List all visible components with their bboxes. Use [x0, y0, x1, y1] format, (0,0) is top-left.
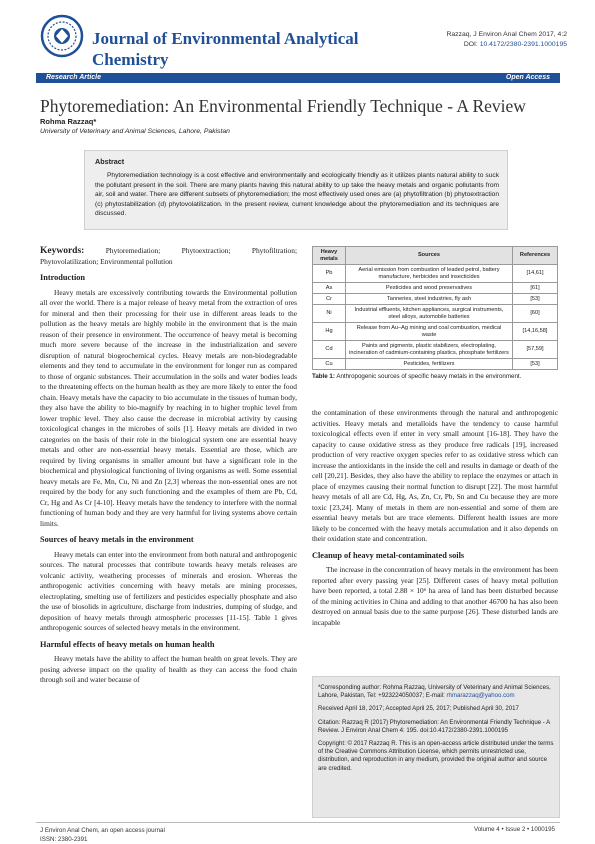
- paper-title: Phytoremediation: An Environmental Friendly Technique - A Review: [40, 96, 526, 116]
- table-header-cell: Heavy metals: [313, 247, 346, 265]
- table-cell: [14,16,58]: [513, 323, 558, 341]
- table-cell: Cd: [313, 341, 346, 359]
- doi-label: DOI:: [463, 41, 478, 48]
- doi-line: [446, 40, 567, 50]
- journal-title-line1: Journal of Environmental Analytical: [92, 29, 359, 48]
- table-cell: [61]: [513, 283, 558, 294]
- table-cell: Ni: [313, 305, 346, 323]
- table-cell: [53]: [513, 294, 558, 305]
- banner-open-access: Open Access: [505, 74, 550, 81]
- intro-heading: Introduction: [40, 273, 86, 282]
- journal-title: [92, 28, 392, 70]
- abstract-box: [84, 150, 508, 230]
- left-column: [40, 246, 297, 686]
- harmful-heading: Harmful effects of heavy metals on human health: [40, 639, 215, 649]
- cleanup-paragraph: The increase in the concentration of heavy metals in the environment has been reported after every passing year [25]. Different cases of heavy metal pollution have been reported, a total 2.88 × 10⁶ ha area of land has been disturbed because of the mining activities in China and adding to that another 46700 ha has also been destroyed on annual basis due to the same purpose [26]. These disturbed lands are incapable: [312, 565, 558, 627]
- table-header-cell: Sources: [346, 247, 513, 265]
- footer-journal-info: [40, 826, 165, 844]
- citation-line: Razzaq, J Environ Anal Chem 2017, 4:2: [446, 31, 567, 38]
- table-cell: Cu: [313, 359, 346, 370]
- table-caption: [312, 373, 558, 380]
- corresponding-author: [318, 684, 554, 700]
- keywords: [40, 246, 297, 267]
- table-header-cell: References: [513, 247, 558, 265]
- copyright-notice: Copyright: © 2017 Razzaq R. This is an open-access article distributed under the terms of the Creative Commons Attribution License, which permits unrestricted use, distribution, and reproduction in any medium, provided the original author and source are credited.: [318, 740, 554, 772]
- table-cell: Tanneries, steel industries, fly ash: [346, 294, 513, 305]
- sources-paragraph: Heavy metals can enter into the environment from both natural and anthropogenic sources. The natural processes that contribute towards heavy metals releases are volcanic activity, weathering processes of minerals and erosion. Whereas the anthropogenic activities concerning with heavy metals are mining processes, electroplating, smelting use of fertilizers and pesticides especially phosphate and also the use of biosolids in agriculture, discharge from industries, dumping of sludge, and deposition of heavy metals through atmospheric processes [11-15]. Table 1 gives anthropogenic sources of selected heavy metals in the environment.: [40, 549, 297, 632]
- table-cell: Release from Au–Ag mining and coal combustion, medical waste: [346, 323, 513, 341]
- table-row: [313, 283, 558, 294]
- cleanup-heading: Cleanup of heavy metal-contaminated soils: [312, 550, 465, 560]
- table-row: [313, 341, 558, 359]
- journal-logo-icon: [40, 14, 84, 58]
- intro-paragraph: Heavy metals are excessively contributing towards the Environmental pollution all over the world. There is a major release of heavy metal from the extraction of ores for mineral and then their processing for their use in different areas leads to the pollution as the heavy metals are highly mobile in the environment that is the main reason of their presence in environment. The occurrence of heavy metal is becoming much more severe because of the increase in the industrialization and severe disruption of natural biogeochemical cycles. Heavy metals are non-biodegradable elements and they tend to accumulate in the environment for longer run as compared to those of organic substances. Their accumulation in the soils and water bodies leads to the threatening effects on the human health as they are more likely to enter the food chain. Heavy metals have the capacity to bio accumulate in the tissues of human body, they also have the ability to bio-magnify by reaching in to higher trophic level from lower trophic level. They also cause the decrease in microbial activity by causing toxicological changes in the microbes of soils [1]. Heavy metals are divided in two categories on the basis of their role in the biological system one are essential heavy metals and other are non-essential heavy metals. Essential are those, which are required by living organisms in smaller amount but have a significant role in the biochemical and physiological functioning of living organisms as well. Some essential heavy metals are Fe, Mn, Cu, Ni and Zn [2,3] whereas the non-essential ones are not required by the body for any such functioning and the examples of them are Pb, Cd, Cr, Hg and As Cr [4-10]. Heavy metals have the tendency to interfere with the normal functioning of human body and they are very harmful for living systems above certain limits.: [40, 287, 297, 528]
- table-cell: Hg: [313, 323, 346, 341]
- article-type-banner: [36, 73, 560, 83]
- table-row: [313, 305, 558, 323]
- header-citation: [446, 30, 567, 50]
- table-cell: Cr: [313, 294, 346, 305]
- table-cell: [60]: [513, 305, 558, 323]
- table-cell: [57,59]: [513, 341, 558, 359]
- table-header-row: [313, 247, 558, 265]
- table-row: [313, 359, 558, 370]
- table-cell: [14,61]: [513, 265, 558, 283]
- author-email-link[interactable]: rhmarazzaq@yahoo.com: [446, 692, 515, 700]
- table-cell: Pesticides, fertilizers: [346, 359, 513, 370]
- table-cell: Pesticides and wood preservatives: [346, 283, 513, 294]
- footer-divider: [36, 822, 560, 823]
- heavy-metals-table: [312, 246, 558, 370]
- table-cell: Paints and pigments, plastic stabilizers, electroplating, incineration of cadmium-containing plastics, phosphate fertilizers: [346, 341, 513, 359]
- table-cell: Aerial emission from combustion of leaded petrol, battery manufacture, herbicides and insecticides: [346, 265, 513, 283]
- article-dates: Received April 18, 2017; Accepted April 25, 2017; Published April 30, 2017: [318, 705, 519, 713]
- author-name: Rohma Razzaq*: [40, 117, 97, 126]
- table-caption-label: Table 1:: [312, 373, 335, 380]
- footer-volume-info: Volume 4 • Issue 2 • 1000195: [473, 826, 555, 833]
- table-row: [313, 294, 558, 305]
- author-affiliation: University of Veterinary and Animal Sciences, Lahore, Pakistan: [40, 128, 230, 135]
- harmful-paragraph: Heavy metals have the ability to affect the human health on great levels. They are posing adverse impact on the quality of health as they can access the food chain through soil and water because of: [40, 654, 297, 684]
- table-1: [312, 246, 558, 380]
- table-cell: Industrial effluents, kitchen appliances, surgical instruments, steel alloys, automobile batteries: [346, 305, 513, 323]
- table-cell: [53]: [513, 359, 558, 370]
- table-row: [313, 265, 558, 283]
- correspondence-box: [312, 676, 560, 818]
- footer-issn-line: ISSN: 2380-2391: [40, 836, 88, 843]
- table-row: [313, 323, 558, 341]
- abstract-heading: Abstract: [95, 157, 125, 166]
- banner-article-type: Research Article: [46, 74, 101, 81]
- right-column: [312, 408, 558, 628]
- footer-journal-line: J Environ Anal Chem, an open access journal: [40, 827, 165, 834]
- keywords-terms: Phytoremediation; Phytoextraction; Phytofiltration; Phytovolatilization; Environmental pollution: [40, 246, 297, 266]
- health-continued-paragraph: the contamination of these environments through the natural and anthropogenic activities. Heavy metals and metalloids have the tendency to cause harmful toxicological effects even if enter in very small amount [16-18]. They have the capacity to cause oxidative stress as they produce free radicals [19], increased production of very reactive oxygen species refer to as oxidative stress which can increase the antioxidants in the inside the cell and results in damage or death of the cell [20,21]. Besides, they also have the ability to replace the enzymes or attach in place of enzymes causing their normal function to disrupt [22]. The most harmful heavy metals of all are Cd, Hg, As, Zn, Cr, Pb, Sn and Cu because they are more toxic [23,24]. Many of metals in them are non-essential and some of them are essential heavy metals but are trace elements. Different health issues are more likely to be concerned with the heavy metals accumulation and it also depends on their oxidation state and concentration.: [312, 408, 558, 543]
- corresponding-author-text: *Corresponding author: Rohma Razzaq, University of Veterinary and Animal Sciences, Lahore, Pakistan, Tel: +923224050037; E-mail:: [318, 684, 551, 700]
- doi-link[interactable]: 10.4172/2380-2391.1000195: [479, 41, 567, 48]
- article-citation: Citation: Razzaq R (2017) Phytoremediation: An Environmental Friendly Technique - A Review. J Environ Anal Chem 4: 195. doi:10.4172/2380-2391.1000195: [318, 718, 550, 734]
- journal-title-line2: Chemistry: [92, 50, 169, 69]
- abstract-text: Phytoremediation technology is a cost effective and environmentally and ecologically friendly as it utilizes plants natural ability to suck the pollutant present in the soil. There are many plants having this natural ability to up take the heavy metals and organic pollutants from air, soil and water. There are different subsets of phytoremediation; the most effectively used ones are (a) phytofiltration (b) phytoextraction (c) phytostabilization (d) phytovolatilization. In the present review, current knowledge about the phytoremediation and its techniques are discussed.: [95, 172, 499, 218]
- table-cell: As: [313, 283, 346, 294]
- keywords-label: Keywords:: [40, 246, 85, 256]
- sources-heading: Sources of heavy metals in the environment: [40, 535, 194, 544]
- table-caption-text: Anthropogenic sources of specific heavy metals in the environment.: [336, 373, 522, 380]
- table-cell: Pb: [313, 265, 346, 283]
